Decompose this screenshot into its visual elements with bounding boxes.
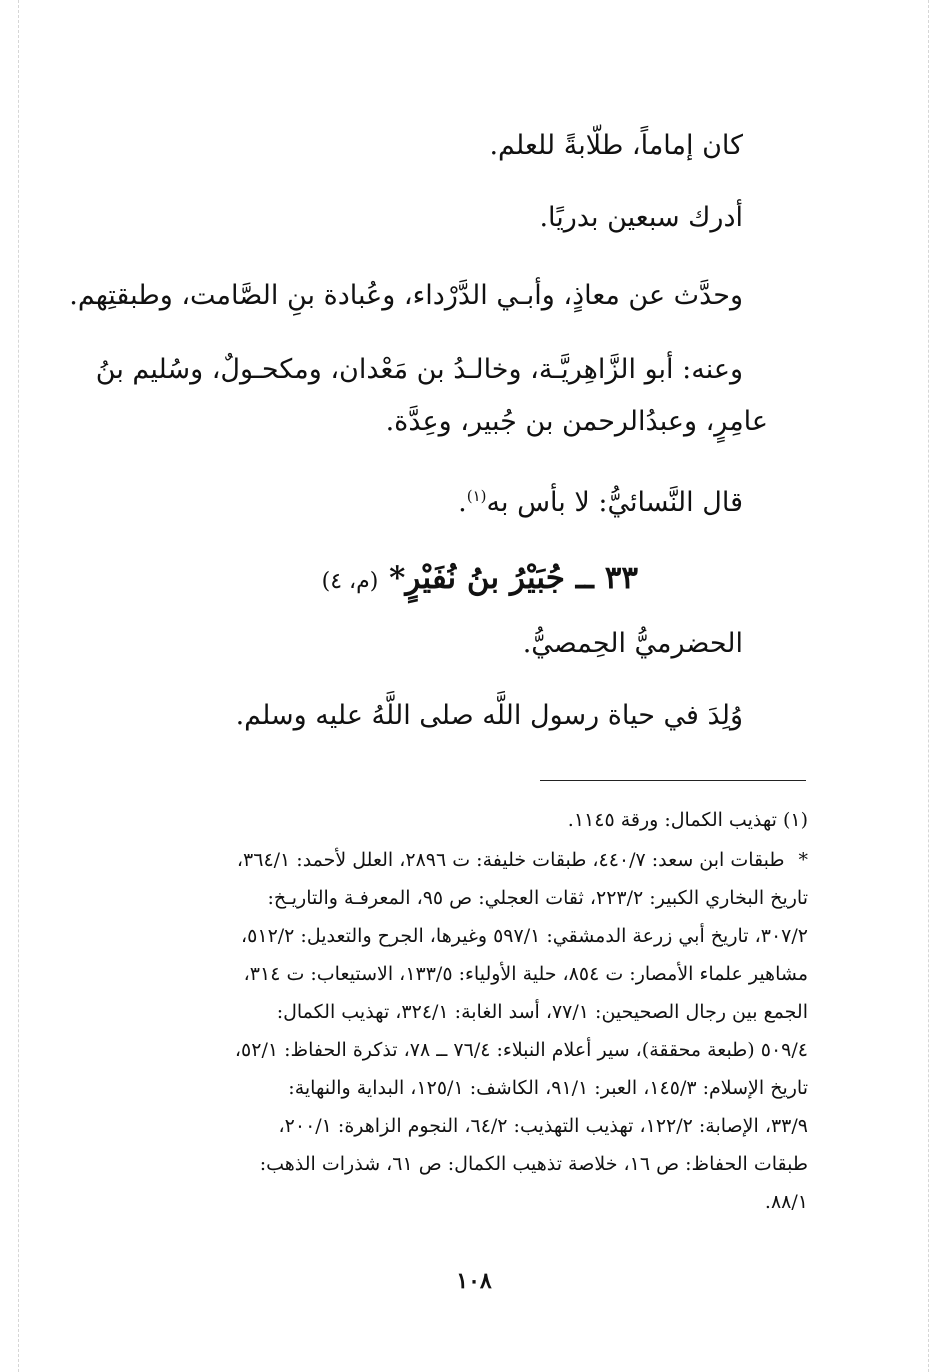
paragraph-5 <box>458 478 743 521</box>
paragraph-2: أدرك سبعين بدريًا. <box>539 202 743 233</box>
footnote-star-line-10: ٨٨/١. <box>764 1191 808 1213</box>
footnote-star-line-7: تاريخ الإسلام: ١٤٥/٣، العبر: ٩١/١، الكاشف: ١٢٥/١، البداية والنهاية: <box>288 1077 808 1099</box>
footnote-star-text-1: طبقات ابن سعد: ٤٤٠/٧، طبقات خليفة: ت ٢٨٩٦، العلل لأحمد: ٣٦٤/١، <box>236 849 785 871</box>
paragraph-4-line-2: عامِرٍ، وعبدُالرحمن بن جُبير، وعِدَّة. <box>385 406 768 437</box>
entry-heading-title: ٣٣ ــ جُبَيْرُ بنُ نُفَيْرٍ* <box>389 560 638 596</box>
footnote-star-line-1 <box>237 846 808 874</box>
footnote-star-bullet: * <box>798 849 808 871</box>
nasai-quote: قال النَّسائيُّ: لا بأس به <box>486 487 743 518</box>
paragraph-6: الحضرميُّ الحِمصيُّ. <box>522 628 743 659</box>
footnote-star-line-9: طبقات الحفاظ: ص ١٦، خلاصة تذهيب الكمال: ص ٦١، شذرات الذهب: <box>259 1153 808 1175</box>
entry-heading <box>322 560 638 596</box>
footnote-1: (١) تهذيب الكمال: ورقة ١١٤٥. <box>567 809 808 831</box>
footnote-ref-1[interactable]: (١) <box>466 487 487 505</box>
paragraph-1: كان إماماً، طلّابةً للعلم. <box>489 130 743 161</box>
paragraph-7: وُلِدَ في حياة رسول اللَّه صلى اللَّهُ عليه وسلم. <box>235 700 743 731</box>
paragraph-5-end: . <box>458 487 467 518</box>
footnote-star-line-3: ٣٠٧/٢، تاريخ أبي زرعة الدمشقي: ٥٩٧/١ وغيرها، الجرح والتعديل: ٥١٢/٢، <box>241 925 808 947</box>
footnote-star-line-8: ٣٣/٩، الإصابة: ١٢٢/٢، تهذيب التهذيب: ٦٤/٢، النجوم الزاهرة: ٢٠٠/١، <box>278 1115 808 1137</box>
paragraph-4-line-1: وعنه: أبو الزَّاهِريَّـة، وخالـدُ بن مَعْدان، ومكحـولٌ، وسُليم بنُ <box>95 354 743 385</box>
footnote-star-line-4: مشاهير علماء الأمصار: ت ٨٥٤، حلية الأولياء: ١٣٣/٥، الاستيعاب: ت ٣١٤، <box>243 963 808 985</box>
footnote-star-line-6: ٥٠٩/٤ (طبعة محققة)، سير أعلام النبلاء: ٧٦/٤ ــ ٧٨، تذكرة الحفاظ: ٥٢/١، <box>234 1039 808 1061</box>
footnote-separator <box>540 780 806 781</box>
scan-border-left <box>18 0 19 1372</box>
footnote-star-line-2: تاريخ البخاري الكبير: ٢٢٣/٢، ثقات العجلي: ص ٩٥، المعرفـة والتاريـخ: <box>267 887 808 909</box>
entry-heading-code: (م، ٤) <box>321 569 379 594</box>
page-number: ١٠٨ <box>456 1268 492 1294</box>
footnote-star-line-5: الجمع بين رجال الصحيحين: ٧٧/١، أسد الغابة: ٣٢٤/١، تهذيب الكمال: <box>276 1001 808 1023</box>
scan-border-right <box>928 0 929 1372</box>
paragraph-3: وحدَّث عن معاذٍ، وأبـي الدَّرْداء، وعُبادة بنِ الصَّامت، وطبقتِهم. <box>69 280 743 311</box>
